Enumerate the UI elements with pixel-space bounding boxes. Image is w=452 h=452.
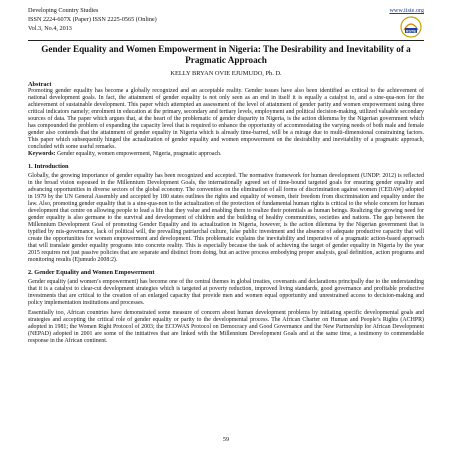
journal-volume: Vol.3, No.4, 2013 (28, 25, 72, 32)
header-rule (28, 40, 424, 41)
svg-text:IISTE: IISTE (405, 28, 417, 34)
publisher-info (389, 6, 424, 15)
page-number: 59 (222, 436, 230, 443)
iiste-logo-icon (400, 16, 422, 38)
section-2-heading: 2. Gender Equality and Women Empowerment (28, 269, 155, 276)
journal-info (28, 6, 157, 33)
keywords-line (28, 151, 424, 158)
paper-title: Gender Equality and Women Empowerment in Nigeria: The Desirability and Inevitability of a Pragmatic Approach (41, 44, 411, 65)
journal-name: Developing Country Studies (28, 7, 99, 14)
website-link[interactable]: www.iiste.org (389, 7, 424, 14)
keywords-label: Keywords: (28, 151, 56, 157)
journal-issn: ISSN 2224-607X (Paper) ISSN 2225-0565 (Online) (28, 16, 157, 23)
abstract-text: Promoting gender equality has become a globally recognized and an acceptable reality. Gender issues have also been identified as critical to the achievement of national development goals. In fact, the attainment of gender equality is not only seen as an end in itself it is equally a catalyst to, and a sine-qua-non for the achievement of sustainable development. This paper which attempted an assessment of the level of attainment of gender parity and women empowerment using three critical indicators namely; enrolment in education at the primary, secondary and tertiary levels, employment and political decision-making, utilized valuable secondary sources of data. The paper which argues that, at the heart of the problematic of gender disparity in Nigeria, is the action dilemma by the Nigerian government which has compounded the problem of expanding the capacity level that is required to enhance the opportunity of accommodating the varying needs of both male and female gender also contends that the attainment of gender equality in Nigeria which is already time-barred, will be a mirage due to multi-dimensional constraining factors. This paper which subsequently hinged the actualization of gender equality and women empowerment on the desirability and inevitability of a pragmatic approach, concluded with some useful remarks. (28, 88, 424, 150)
section-2-paragraph-2: Essentially too, African countries have demonstrated some measure of concern about human development problems by initiating specific developmental goals and strategies and accepting the critical role of gender equality or parity to the developmental process. The African Charter on Human and People’s Rights (ACHPR) adopted in 1981; the Women Right Protocol of 2003; the ECOWAS Protocol on Democracy and Good Governance and the New Partnership for African Development (NEPAD) adopted in 2001 are some of the initiatives that are linked with the Millennium Development Goals and at the same time, a testimony to commendable response in the African continent. (28, 310, 424, 344)
paper-author: KELLY BRYAN OVIE EJUMUDO, Ph. D. (170, 70, 282, 77)
journal-header (28, 6, 424, 42)
section-2-paragraph-1: Gender equality (and women’s empowerment) has become one of the central themes in global treaties, covenants and declarations principally due to the understanding that it is a catalyst to clear-cut development strategies which is targeted at poverty reduction, improved living standards, good governance and profitable productive investments that are critical to the creation of an enlarged capacity that provide men and women equal opportunity and unrestrained access to decision-making and policy implementation institutions and processes. (28, 279, 424, 306)
abstract-heading: Abstract (28, 81, 52, 88)
section-1-heading: 1. Introduction (28, 163, 69, 170)
keywords-text: Gender equality, women empowerment, Nigeria, pragmatic approach. (56, 151, 222, 157)
section-1-paragraph: Globally, the growing importance of gender equality has been recognized and accepted. The normative framework for human development (UNDP: 2012) is reflected in the broad vision espoused in the Millennium Development Goals, the internationally agreed set of time-bound targeted goals for ensuring gender equality and advancing opportunities in diverse sectors of the global economy. The convention on the elimination of all forms of discrimination against women (CEDAW) adopted in 1979 by the UN General Assembly and accepted by 180 states outlines the rights and equality of women, their freedom from discrimination and equality under the law. Also, promoting gender equality that is a sine-qua-non to the actualization of the protection of fundamental human rights is critical to the whole concern for human development that centre on allowing people to lead a life that they value and enabling them to realize their potentials as human beings. Realizing the growing need for gender equality is also germane to the survival and development of children and the building of healthy communities, societies and nations. The gap between the Millennium Development Goal of promoting Gender Equality and its actualization in Nigeria, however, is the action dilemma by the Nigerian government that is typified by mis-governance, lack of political will, the prevailing patriarchal culture, false public investment and the absence of adequate productive capacity that will create the opportunities for women empowerment and development. This problematic explains the inevitability and imperative of a pragmatic action-based approach that will translate gender equality programs into concrete reality. This is especially because the task of achieving the target of gender equality in Nigeria by the year 2015 requires not just passive policies that are separate and distinct from doing, but an active process embodying proper analysis, goal definition, action programs and monitoring results (Ejumudo 2008:2). (28, 173, 424, 263)
